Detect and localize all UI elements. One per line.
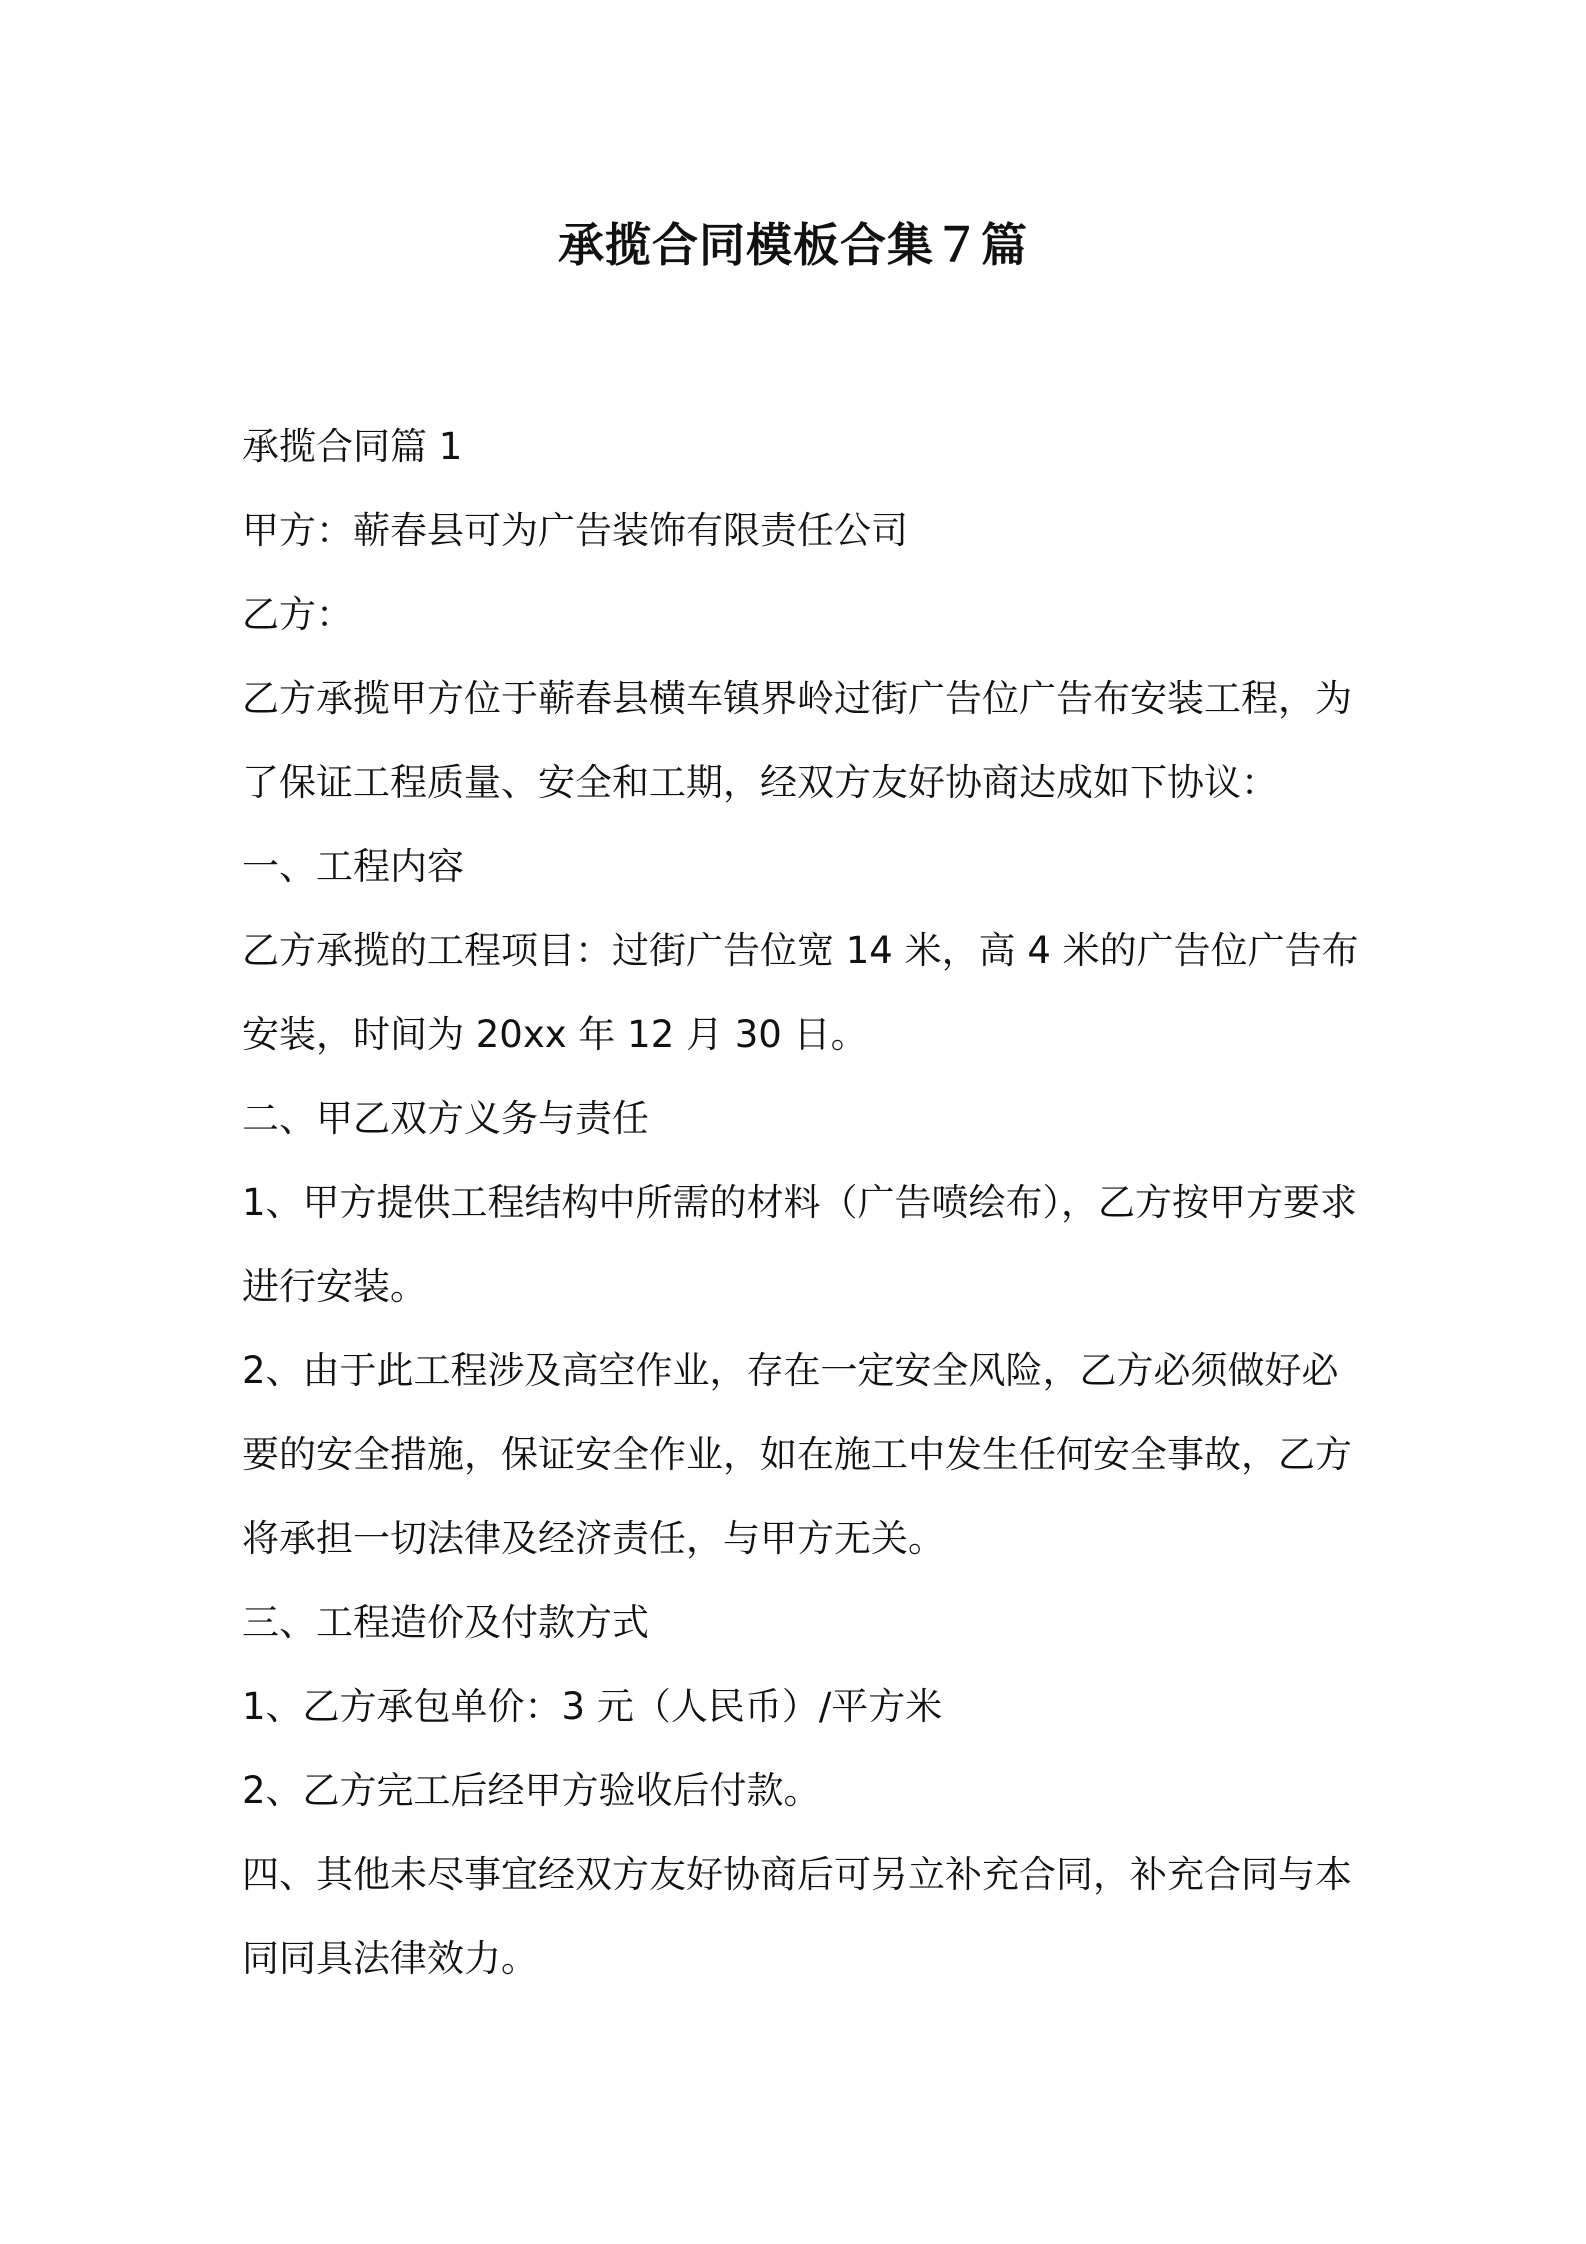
clause-heading: 一、工程内容 [242,845,464,888]
paragraph-line: 乙方承揽的工程项目：过街广告位宽 14 米，高 4 米的广告位广告布 [242,929,1359,972]
paragraph-line: 乙方承揽甲方位于蕲春县横车镇界岭过街广告位广告布安装工程，为 [242,677,1352,720]
paragraph-line: 要的安全措施，保证安全作业，如在施工中发生任何安全事故，乙方 [242,1433,1352,1476]
document-body [242,405,1362,2001]
paragraph-line: 同同具法律效力。 [242,1937,538,1980]
document-title: 承揽合同模板合集７篇 [558,218,1028,272]
paragraph-line: 将承担一切法律及经济责任，与甲方无关。 [242,1517,945,1560]
paragraph-line: 四、其他未尽事宜经双方友好协商后可另立补充合同，补充合同与本 [242,1853,1352,1896]
section-heading: 承揽合同篇 1 [242,425,463,468]
paragraph-line: 安装，时间为 20xx 年 12 月 30 日。 [242,1013,868,1056]
paragraph-line: 2、乙方完工后经甲方验收后付款。 [242,1769,821,1812]
paragraph-line: 1、甲方提供工程结构中所需的材料（广告喷绘布），乙方按甲方要求 [242,1181,1358,1224]
party-b-line: 乙方： [242,593,353,636]
clause-heading: 三、工程造价及付款方式 [242,1601,649,1644]
paragraph-line: 进行安装。 [242,1265,427,1308]
party-a-line: 甲方：蕲春县可为广告装饰有限责任公司 [242,509,908,552]
clause-heading: 二、甲乙双方义务与责任 [242,1097,649,1140]
paragraph-line: 了保证工程质量、安全和工期，经双方友好协商达成如下协议： [242,761,1278,804]
paragraph-line: 2、由于此工程涉及高空作业，存在一定安全风险，乙方必须做好必 [242,1349,1339,1392]
paragraph-line: 1、乙方承包单价：3 元（人民币）/平方米 [242,1685,943,1728]
